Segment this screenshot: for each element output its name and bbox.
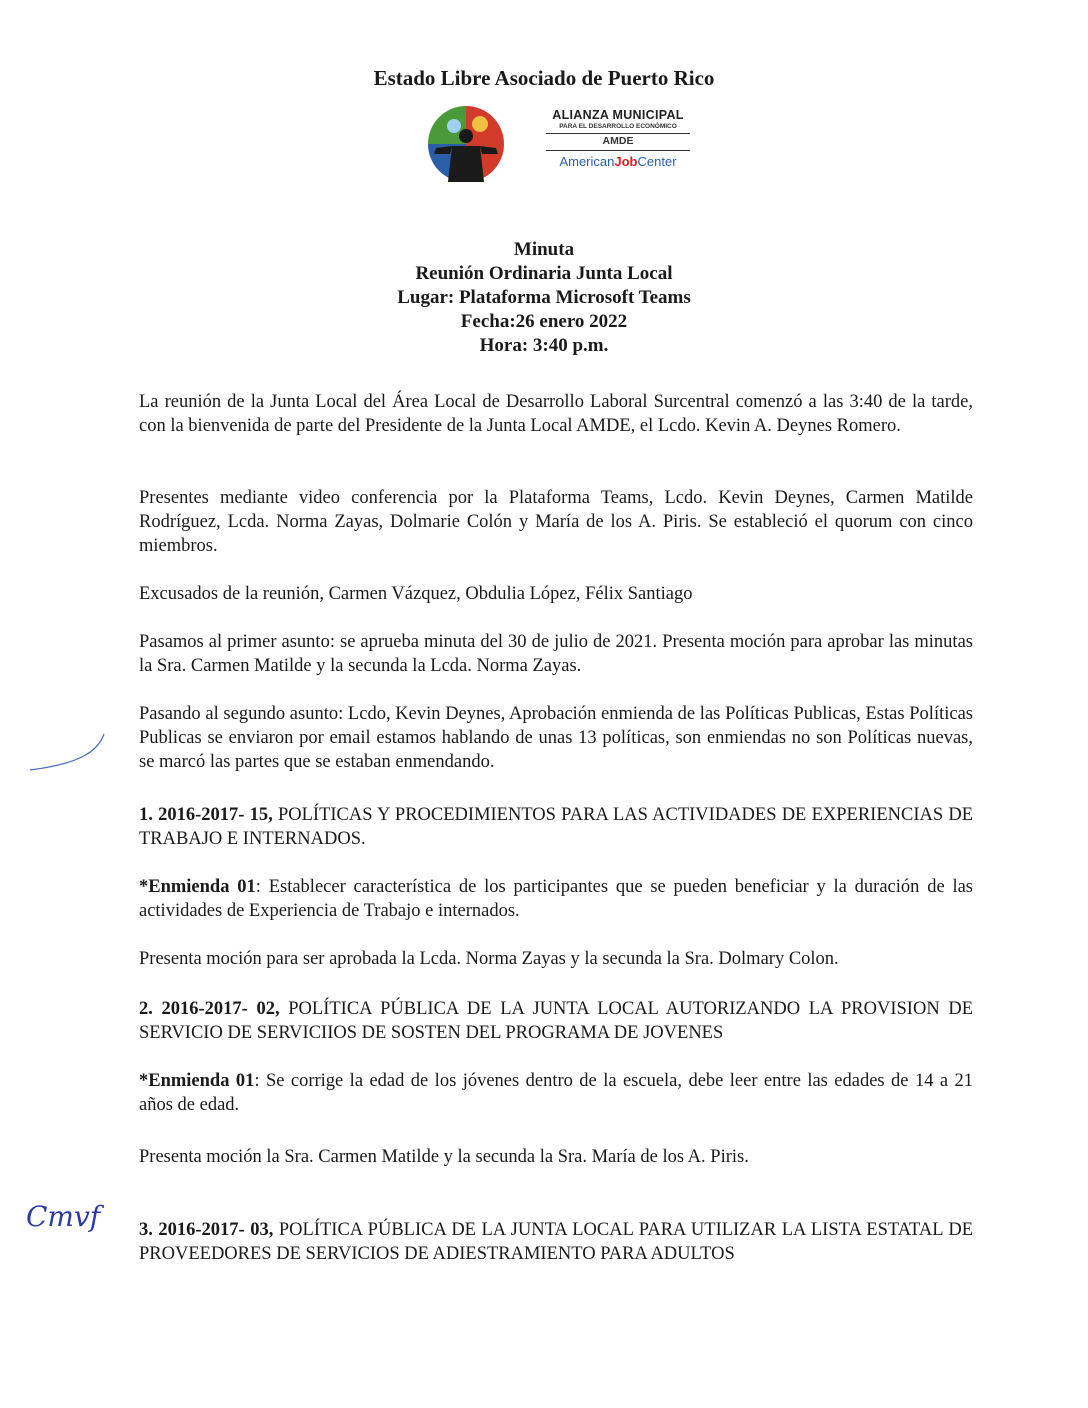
policy-item-2-amendment: *Enmienda 01: Se corrige la edad de los jóvenes dentro de la escuela, debe leer entre las edades de 14 a 21 años de edad. [139,1071,973,1115]
logo-ajc: AmericanJobCenter [559,154,677,169]
policy-item-1: 1. 2016-2017- 15, POLÍTICAS Y PROCEDIMIENTOS PARA LAS ACTIVIDADES DE EXPERIENCIAS DE TRABAJO E INTERNADOS. [139,805,974,849]
logo-acronym: AMDE [602,135,634,147]
logo-divider [546,150,690,151]
logo-title: ALIANZA MUNICIPAL [552,108,684,122]
paragraph-opening: La reunión de la Junta Local del Área Local de Desarrollo Laboral Surcentral comenzó a las 3:40 de la tarde, con la bienvenida de parte del Presidente de la Junta Local AMDE, el Lcdo. Kevin A. Deynes Romero. [139,392,973,436]
title-meeting: Reunión Ordinaria Junta Local [415,263,673,284]
policy-item-3: 3. 2016-2017- 03, POLÍTICA PÚBLICA DE LA JUNTA LOCAL PARA UTILIZAR LA LISTA ESTATAL DE PROVEEDORES DE SERVICIOS DE ADIESTRAMIENTO PARA ADULTOS [139,1220,973,1264]
paragraph-second-item: Pasando al segundo asunto: Lcdo, Kevin Deynes, Aprobación enmienda de las Políticas Publicas, Estas Políticas Publicas se enviaron por email estamos hablando de unas 13 políticas, son enmiendas no son Políticas nuevas, se marcó las partes que se estaban enmendando. [139,704,973,772]
title-place: Lugar: Plataforma Microsoft Teams [397,287,691,308]
header-org: Estado Libre Asociado de Puerto Rico [373,66,715,90]
logo-divider [546,133,690,134]
margin-pen-mark [18,730,118,780]
logo-emblem-icon [426,104,526,184]
handwritten-initials: Cmvf [26,1200,101,1233]
policy-item-1-amendment: *Enmienda 01: Establecer característica de los participantes que se pueden beneficiar y la duración de las actividades de Experiencia de Trabajo e internados. [139,877,974,921]
paragraph-first-item: Pasamos al primer asunto: se aprueba minuta del 30 de julio de 2021. Presenta moción para aprobar las minutas la Sra. Carmen Matilde y la secunda la Lcda. Norma Zayas. [139,632,973,676]
amde-logo [426,104,706,184]
policy-item-2: 2. 2016-2017- 02, POLÍTICA PÚBLICA DE LA JUNTA LOCAL AUTORIZANDO LA PROVISION DE SERVICIO DE SERVICIIOS DE SOSTEN DEL PROGRAMA DE JOVENES [139,999,973,1043]
title-minuta: Minuta [513,239,575,260]
paragraph-excused: Excusados de la reunión, Carmen Vázquez, Obdulia López, Félix Santiago [139,584,693,604]
minutes-title-block [0,238,1088,358]
policy-item-2-motion: Presenta moción la Sra. Carmen Matilde y la secunda la Sra. María de los A. Piris. [139,1147,749,1167]
policy-item-1-motion: Presenta moción para ser aprobada la Lcda. Norma Zayas y la secunda la Sra. Dolmary Colon. [139,949,839,969]
title-date: Fecha:26 enero 2022 [460,311,628,332]
logo-subtitle: PARA EL DESARROLLO ECONÓMICO [559,123,677,130]
paragraph-attendees: Presentes mediante video conferencia por la Plataforma Teams, Lcdo. Kevin Deynes, Carmen Matilde Rodríguez, Lcda. Norma Zayas, Dolmarie Colón y María de los A. Piris. Se estableció el quorum con cinco miembros. [139,488,973,556]
title-time: Hora: 3:40 p.m. [479,335,609,356]
